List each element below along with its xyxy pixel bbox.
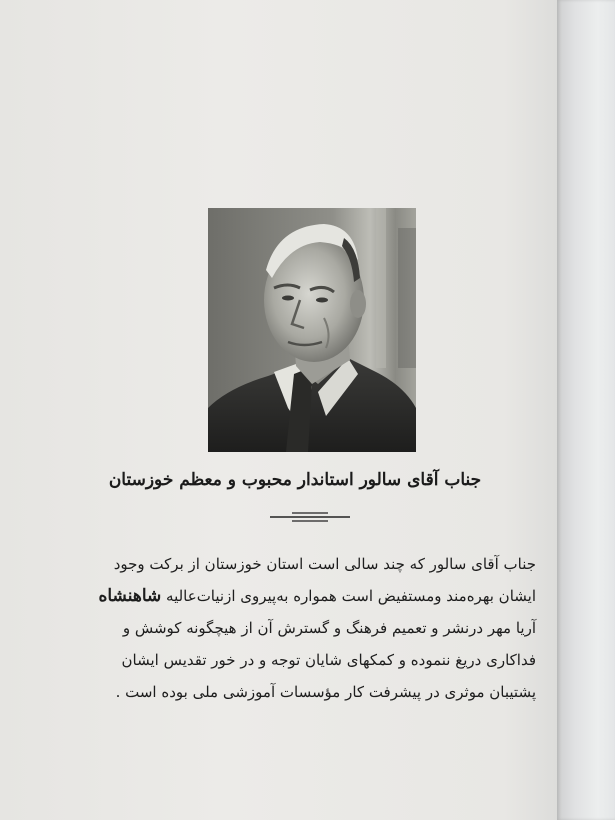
paragraph-line: آریا مهر درنشر و تعمیم فرهنگ و گسترش آن از هیچگونه کوشش و (122, 619, 536, 637)
paragraph-line: جناب آقای سالور که چند سالی است استان خوزستان از برکت وجود (113, 555, 536, 573)
photo-caption: جناب آقای سالور استاندار محبوب و معظم خوزستان (108, 470, 482, 490)
book-spine (557, 0, 615, 820)
ornament-divider (270, 510, 350, 524)
portrait-photo (208, 208, 416, 452)
paragraph-line: فداکاری دریغ ننموده و کمکهای شایان توجه و در خور تقدیس ایشان (121, 651, 536, 669)
body-paragraph (66, 548, 536, 708)
emphasized-word: شاهنشاه (98, 586, 162, 606)
paragraph-line (66, 580, 536, 612)
paragraph-line: پشتیبان موثری در پیشرفت کار مؤسسات آموزشی ملی بوده است . (115, 683, 536, 701)
paragraph-line-part: ایشان بهره‌مند ومستفیض است همواره به‌پیروی ازنیات‌عالیه (166, 587, 536, 605)
